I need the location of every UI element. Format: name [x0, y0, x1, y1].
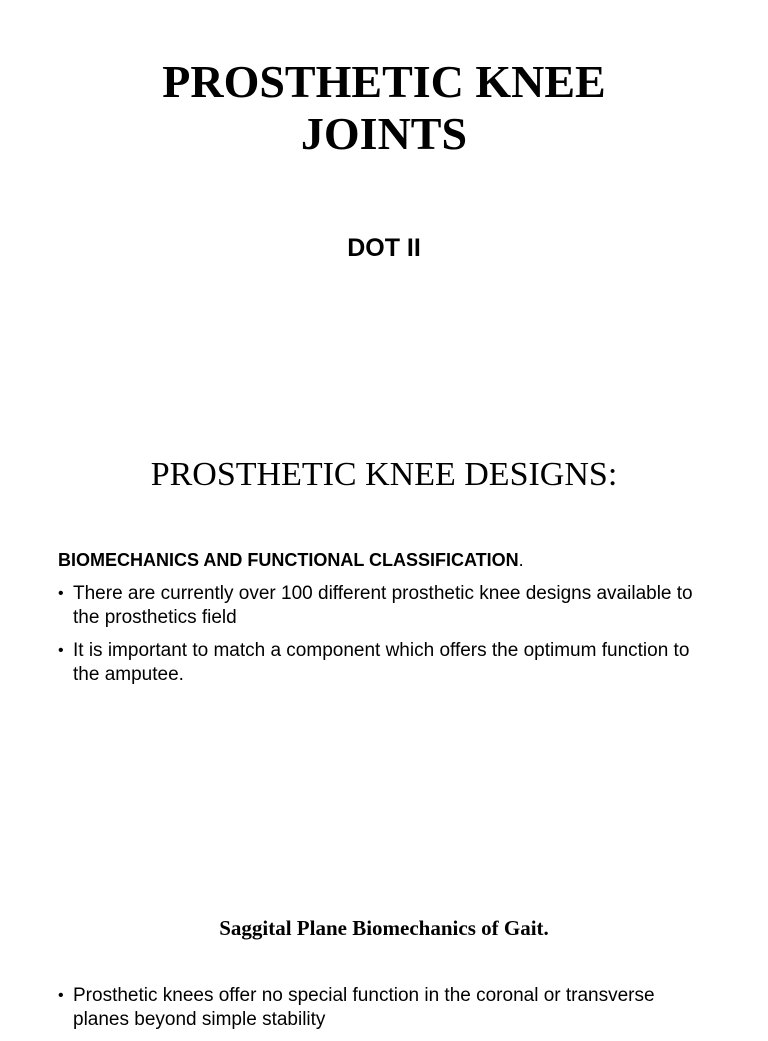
bullet-icon: • [58, 585, 64, 602]
slide-knee-designs [0, 420, 768, 820]
classification-heading-text: BIOMECHANICS AND FUNCTIONAL CLASSIFICATION [58, 550, 519, 570]
bullet-text: It is important to match a component which offers the optimum function to the amputee. [73, 640, 690, 685]
list-item [58, 639, 698, 687]
classification-heading [58, 550, 524, 571]
list-item [58, 984, 698, 1032]
gait-bullet-list [58, 984, 698, 1041]
title-line-1: PROSTHETIC KNEE [162, 56, 606, 107]
bullet-text: Prosthetic knees offer no special function in the coronal or transverse planes beyond simple stability [73, 985, 655, 1030]
designs-bullet-list [58, 582, 698, 696]
bullet-icon: • [58, 642, 64, 659]
slide-subtitle: DOT II [347, 234, 421, 262]
slide-title [0, 0, 768, 420]
slide-gait-biomechanics [0, 880, 768, 1030]
slide-title-heading [0, 56, 768, 160]
classification-heading-suffix: . [518, 550, 524, 570]
gait-title: Saggital Plane Biomechanics of Gait. [219, 916, 549, 940]
title-line-2: JOINTS [300, 108, 468, 159]
list-item [58, 582, 698, 630]
section-title: PROSTHETIC KNEE DESIGNS: [150, 456, 618, 493]
bullet-icon: • [58, 987, 64, 1004]
bullet-text: There are currently over 100 different prosthetic knee designs available to the prosthetics field [73, 583, 693, 628]
